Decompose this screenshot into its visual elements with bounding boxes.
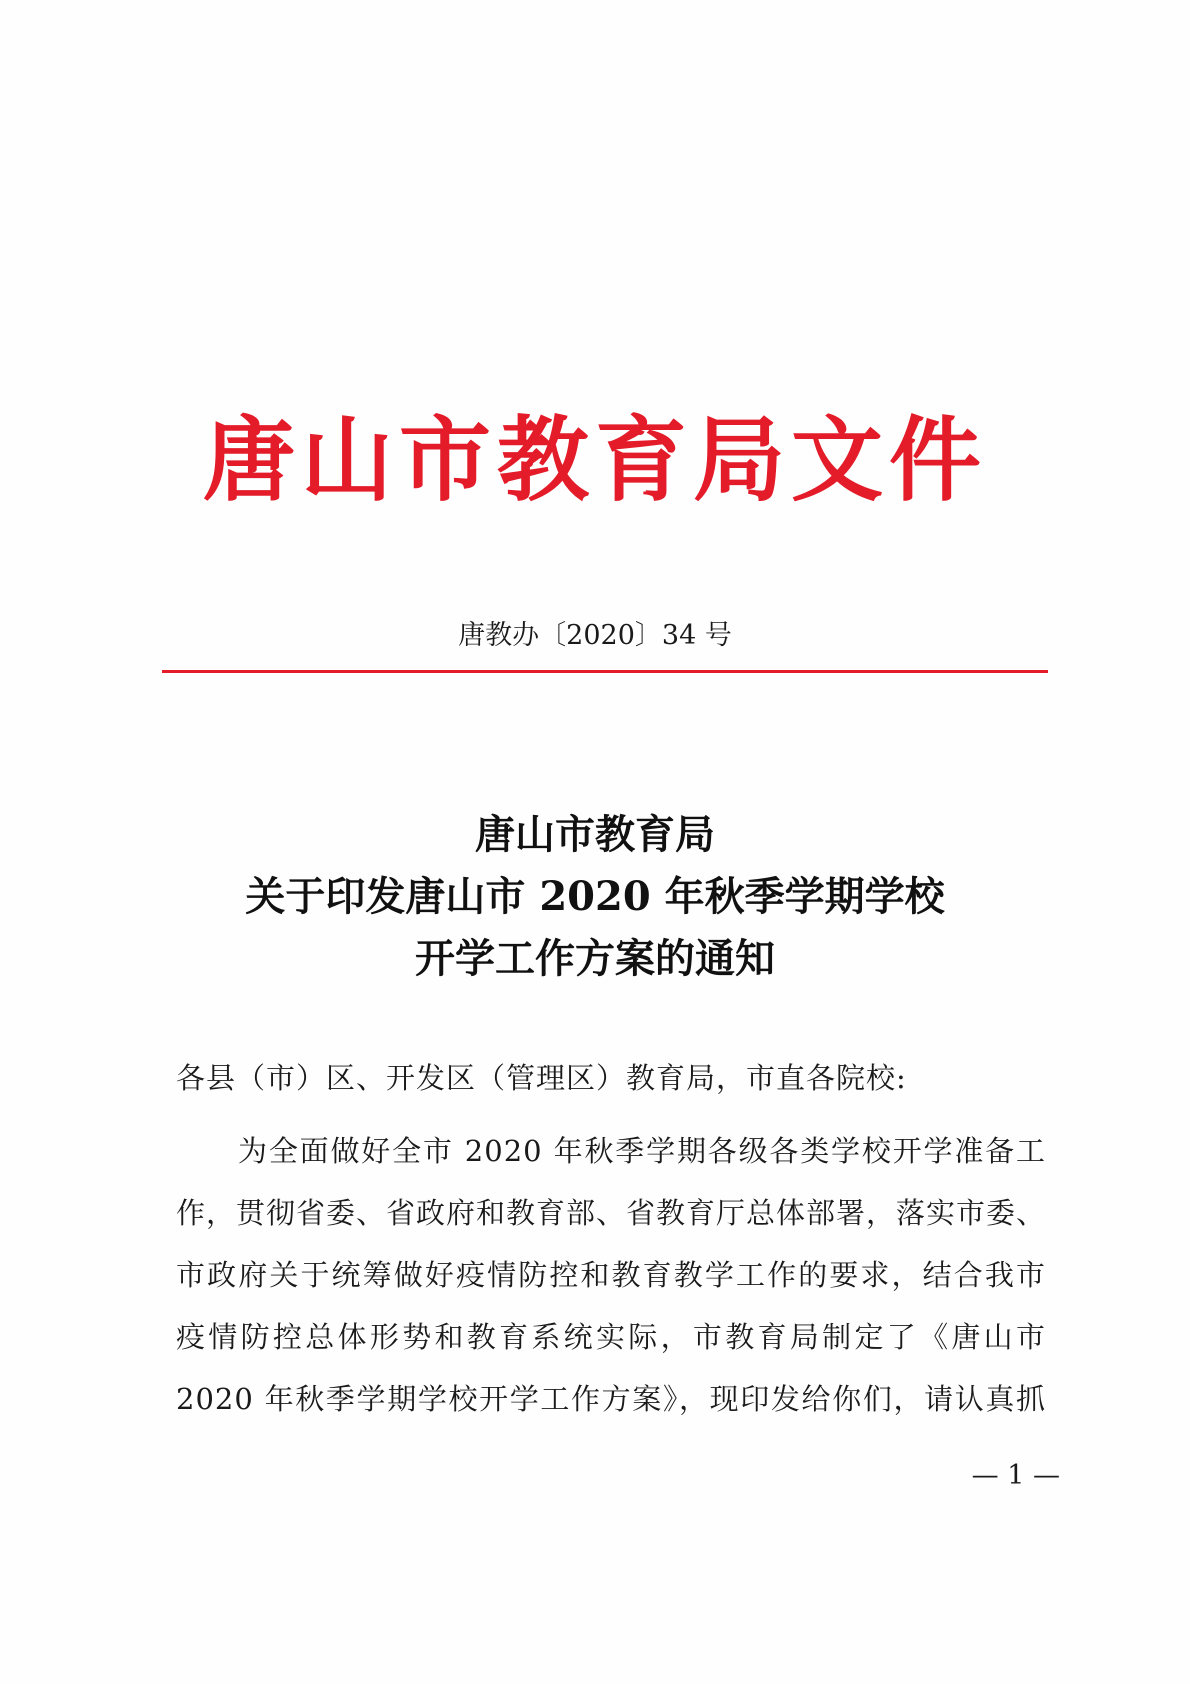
recipients-line: 各县（市）区、开发区（管理区）教育局，市直各院校: [176,1061,907,1095]
title-line-2: 关于印发唐山市 2020 年秋季学期学校 [245,873,945,920]
issuing-authority-header: 唐山市教育局文件 [202,406,987,514]
body-line-5: 2020 年秋季学期学校开学工作方案》，现印发给你们，请认真抓 [176,1382,1046,1416]
body-paragraph [176,1120,1046,1430]
document-number: 唐教办〔2020〕34 号 [458,620,732,651]
body-line-4: 疫情防控总体形势和教育系统实际，市教育局制定了《唐山市 [176,1320,1046,1354]
page-number: — 1 — [971,1460,1060,1491]
title-line-3: 开学工作方案的通知 [415,935,775,982]
red-divider-line [162,670,1048,673]
document-title [0,804,1190,990]
title-line-1: 唐山市教育局 [475,811,715,858]
body-line-1: 为全面做好全市 2020 年秋季学期各级各类学校开学准备工 [238,1134,1046,1168]
body-line-3: 市政府关于统筹做好疫情防控和教育教学工作的要求，结合我市 [176,1258,1046,1292]
body-line-2: 作，贯彻省委、省政府和教育部、省教育厅总体部署，落实市委、 [176,1196,1047,1230]
